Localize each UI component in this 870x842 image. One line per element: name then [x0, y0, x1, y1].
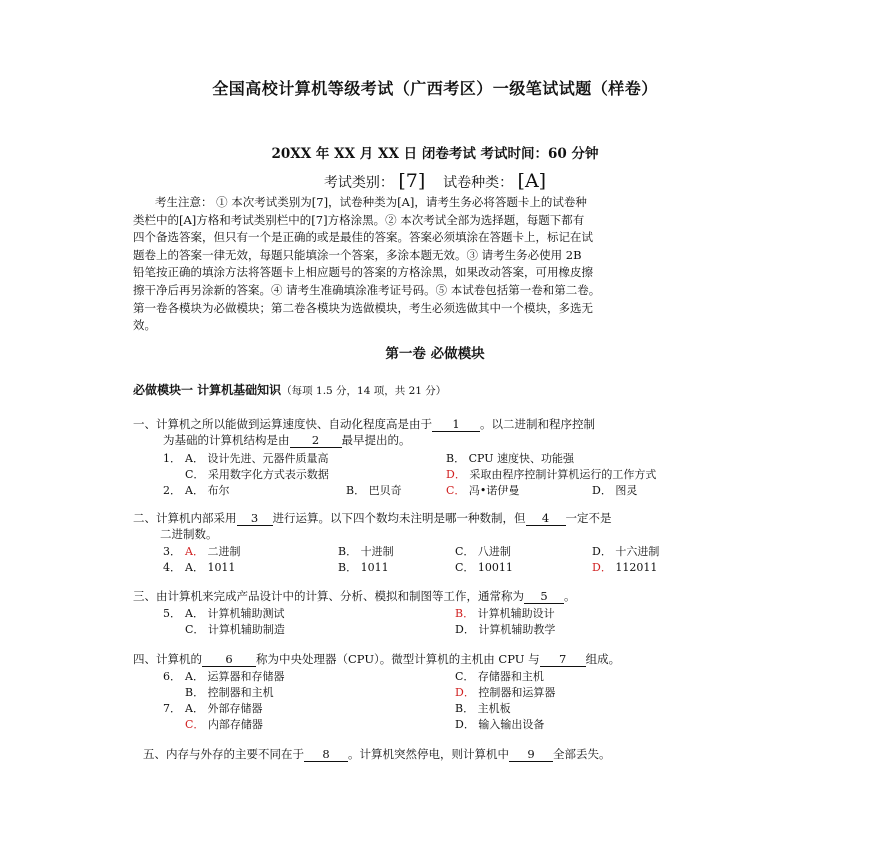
notice-line: 第一卷各模块为必做模块；第二卷各模块为选做模块，考生必须选做其中一个模块，多选无: [133, 300, 593, 315]
option-3-c: C． 八进制: [455, 545, 511, 558]
question-3-stem: 三、由计算机来完成产品设计中的计算、分析、模拟和制图等工作，通常称为 5 。: [133, 589, 576, 603]
exam-category-label: 考试类别：: [323, 175, 394, 191]
notice-line: 四个备选答案，但只有一个是正确的或是最佳的答案。答案必须填涂在答题卡上，标记在试: [133, 230, 593, 245]
notice-line: 效。: [133, 318, 156, 333]
option-4-number: 4．: [163, 561, 181, 574]
option-2-b: B． 巴贝奇: [346, 484, 402, 497]
blank-2: 2: [290, 434, 342, 448]
question-5-stem: 五、内存与外存的主要不同在于 8 。计算机突然停电，则计算机中 9 全部丢失。: [143, 747, 611, 761]
option-2-c: C． 冯•诺伊曼: [446, 484, 520, 497]
answer-mark: B．: [455, 607, 475, 620]
blank-6: 6: [202, 653, 256, 667]
blank-1: 1: [432, 418, 480, 432]
option-6-d: D． 控制器和运算器: [455, 686, 556, 699]
option-7-a: A． 外部存储器: [185, 702, 263, 715]
section-title: 第一卷 必做模块: [385, 346, 485, 362]
option-2-a: A． 布尔: [185, 484, 230, 497]
option-7-d: D． 输入输出设备: [455, 718, 545, 731]
option-3-b: B． 十进制: [338, 545, 394, 558]
option-3-number: 3．: [163, 545, 181, 558]
option-4-d: D． 112011: [592, 561, 658, 574]
blank-8: 8: [304, 748, 348, 762]
option-2-d: D． 图灵: [592, 484, 638, 497]
question-2-stem-cont: 二进制数。: [160, 527, 218, 541]
answer-mark: C．: [446, 484, 466, 497]
option-5-number: 5．: [163, 607, 181, 620]
notice-line: 考生注意： ① 本次考试类别为[7]，试卷种类为[A]，请考生务必将答题卡上的试卷种: [155, 195, 587, 209]
exam-types: [0, 170, 870, 192]
option-1-b: B． CPU 速度快、功能强: [446, 452, 574, 465]
option-5-d: D． 计算机辅助教学: [455, 623, 556, 636]
question-4-stem: 四、计算机的 6 称为中央处理器（CPU）。微型计算机的主机由 CPU 与 7 组成。: [133, 652, 621, 666]
answer-mark: C．: [185, 718, 205, 731]
notice-line: 类栏中的[A]方格和考试类别栏中的[7]方格涂黑。② 本次考试全部为选择题，每题下都有: [133, 212, 585, 227]
option-6-number: 6．: [163, 670, 181, 683]
option-2-number: 2．: [163, 484, 181, 497]
exam-title: 全国高校计算机等级考试（广西考区）一级笔试试题（样卷）: [212, 79, 658, 98]
option-6-b: B． 控制器和主机: [185, 686, 274, 699]
module-desc: （每项 1.5 分，14 项，共 21 分）: [281, 385, 447, 397]
answer-mark: D．: [455, 686, 475, 699]
option-7-b: B． 主机板: [455, 702, 511, 715]
option-4-b: B． 1011: [338, 561, 389, 574]
option-6-a: A． 运算器和存储器: [185, 670, 285, 683]
answer-mark: D．: [592, 561, 612, 574]
answer-mark: D．: [446, 468, 466, 481]
option-6-c: C． 存储器和主机: [455, 670, 544, 683]
option-3-a: A． 二进制: [185, 545, 241, 558]
notice-line: 铅笔按正确的填涂方法将答题卡上相应题号的答案的方格涂黑，如果改动答案，可用橡皮擦: [133, 265, 593, 280]
blank-4: 4: [526, 512, 566, 526]
question-1-stem-cont: 为基础的计算机结构是由 2 最早提出的。: [163, 433, 411, 447]
module-name: 必做模块一 计算机基础知识: [133, 383, 282, 397]
exam-notice: [133, 194, 743, 335]
blank-5: 5: [524, 590, 564, 604]
option-1-c: C． 采用数字化方式表示数据: [185, 468, 329, 481]
paper-type-label: 试卷种类：: [443, 175, 514, 191]
question-2-stem: 二、计算机内部采用 3 进行运算。以下四个数均未注明是哪一种数制，但 4 一定不是: [133, 511, 612, 525]
paper-type-value: [A]: [517, 170, 547, 192]
option-1-d: D． 采取由程序控制计算机运行的工作方式: [446, 468, 657, 481]
option-4-a: A． 1011: [185, 561, 236, 574]
option-5-a: A． 计算机辅助测试: [185, 607, 285, 620]
option-7-number: 7．: [163, 702, 181, 715]
option-1-number: 1．: [163, 452, 181, 465]
blank-7: 7: [540, 653, 586, 667]
option-1-a: A． 设计先进、元器件质量高: [185, 452, 329, 465]
option-5-b: B． 计算机辅助设计: [455, 607, 555, 620]
module-header: [133, 381, 446, 398]
blank-9: 9: [509, 748, 553, 762]
option-5-c: C． 计算机辅助制造: [185, 623, 285, 636]
question-1-stem: 一、计算机之所以能做到运算速度快、自动化程度高是由于 1 。以二进制和程序控制: [133, 417, 595, 431]
option-7-c: C． 内部存储器: [185, 718, 263, 731]
option-4-c: C． 10011: [455, 561, 513, 574]
notice-line: 题卷上的答案一律无效，每题只能填涂一个答案，多涂本题无效。③ 请考生务必使用 2B: [133, 247, 582, 262]
option-3-d: D． 十六进制: [592, 545, 660, 558]
answer-mark: A．: [185, 545, 204, 558]
blank-3: 3: [237, 512, 273, 526]
exam-category-value: [7]: [398, 170, 426, 192]
notice-line: 擦干净后再另涂新的答案。④ 请考生准确填涂准考证号码。⑤ 本试卷包括第一卷和第二卷。: [133, 282, 601, 297]
exam-subtitle: 20XX 年 XX 月 XX 日 闭卷考试 考试时间：60 分钟: [271, 146, 599, 162]
